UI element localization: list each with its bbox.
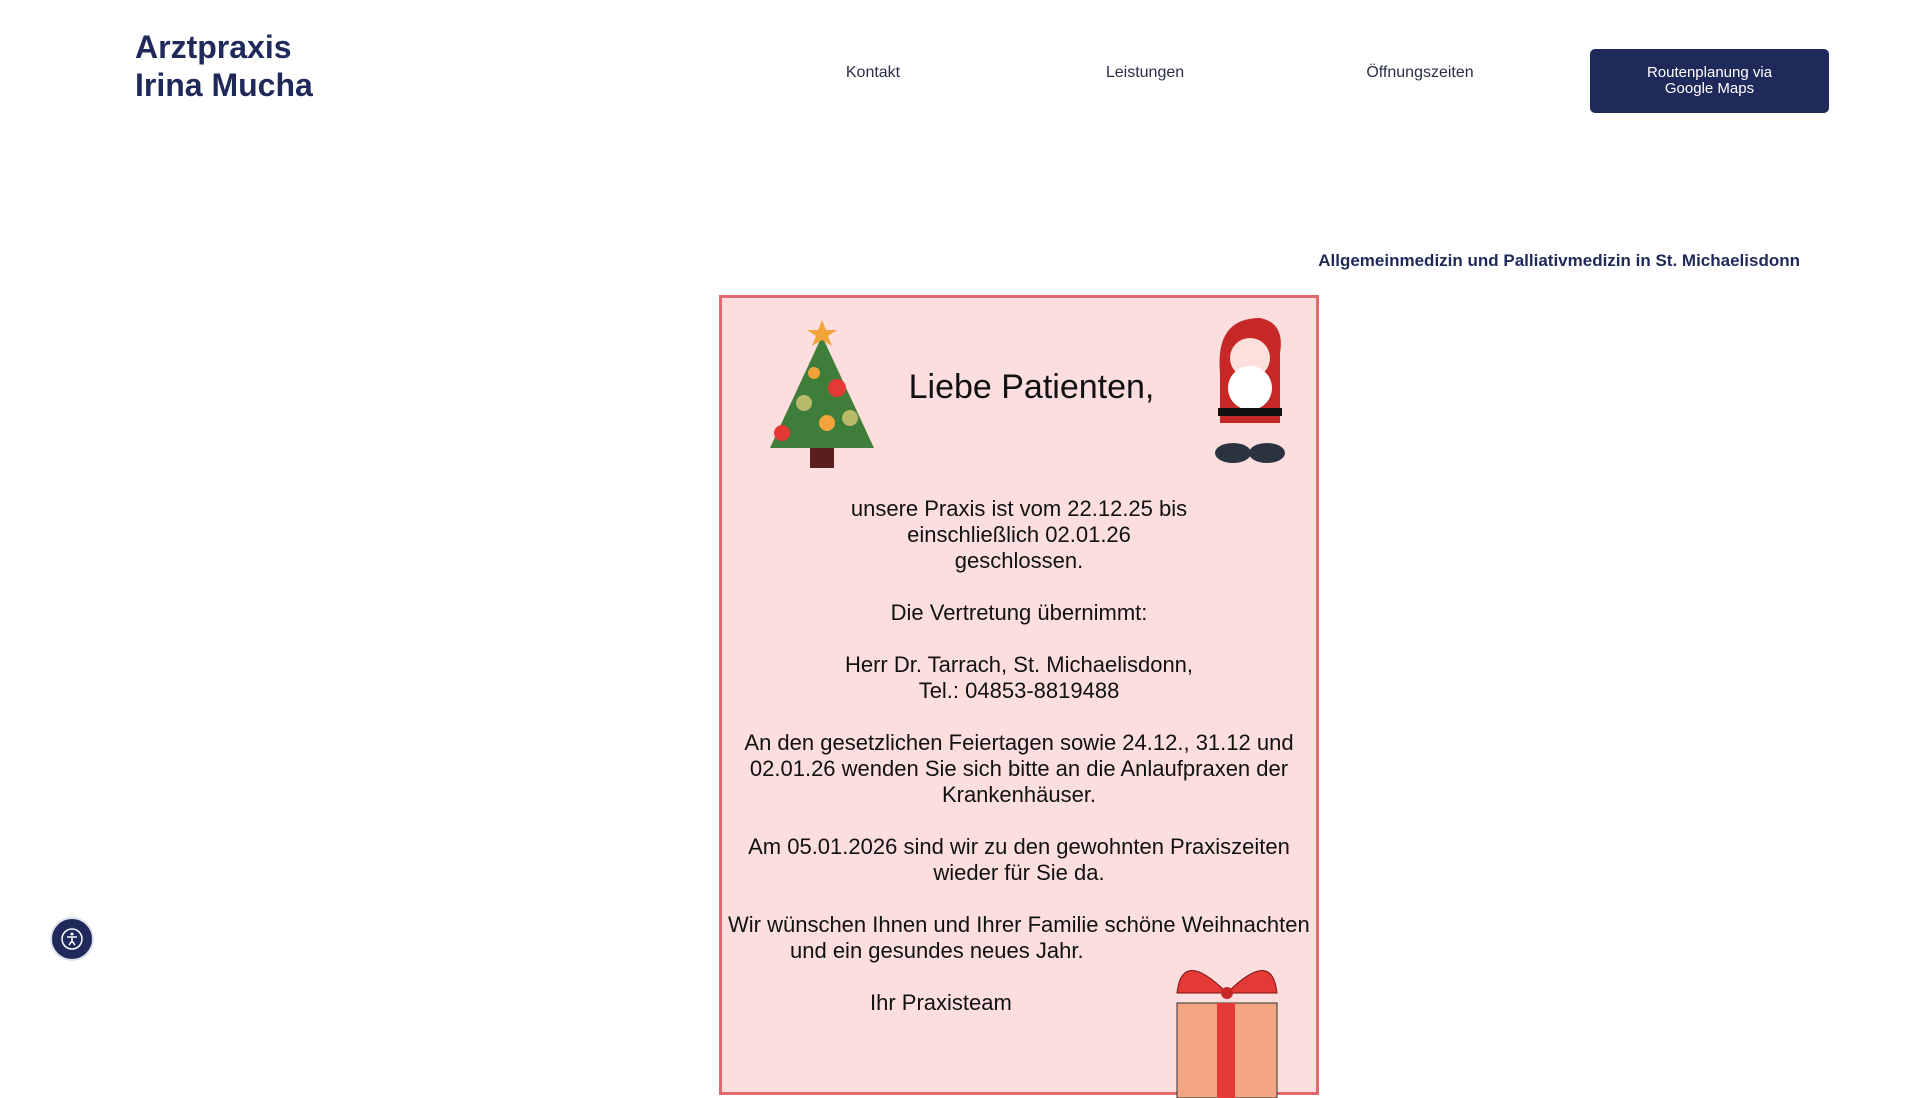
holiday-notice-flyer xyxy=(719,295,1319,1095)
page-subtitle: Allgemeinmedizin und Palliativmedizin in St. Michaelisdonn xyxy=(1318,251,1800,270)
flyer-heading: Liebe Patienten, xyxy=(908,368,1155,406)
flyer-body xyxy=(722,496,1316,1042)
nav-kontakt[interactable]: Kontakt xyxy=(845,64,901,81)
text-line: 02.01.26 wenden Sie sich bitte an die Anlaufpraxen der xyxy=(749,756,1289,781)
text-line: Tel.: 04853-8819488 xyxy=(918,678,1120,703)
reopening-paragraph xyxy=(722,834,1316,886)
nav-leistungen[interactable]: Leistungen xyxy=(1105,64,1185,81)
text-line: Krankenhäuser. xyxy=(941,782,1097,807)
substitute-doctor xyxy=(722,652,1316,704)
substitute-heading xyxy=(722,600,1316,626)
text-line: unsere Praxis ist vom 22.12.25 bis xyxy=(850,496,1188,521)
text-line: wieder für Sie da. xyxy=(933,860,1105,885)
text-line: geschlossen. xyxy=(954,548,1084,573)
text-line: Die Vertretung übernimmt: xyxy=(890,600,1148,625)
closure-paragraph xyxy=(722,496,1316,574)
text-line: Herr Dr. Tarrach, St. Michaelisdonn, xyxy=(844,652,1194,677)
text-line: Am 05.01.2026 sind wir zu den gewohnten Praxiszeiten xyxy=(748,834,1290,859)
accessibility-button[interactable] xyxy=(50,917,94,961)
nav-oeffnungszeiten[interactable]: Öffnungszeiten xyxy=(1366,64,1474,81)
greetings-paragraph xyxy=(722,912,1316,964)
text-line: Ihr Praxisteam xyxy=(870,990,1012,1015)
logo-line-2: Irina Mucha xyxy=(135,67,313,103)
text-line: An den gesetzlichen Feiertagen sowie 24.12., 31.12 und xyxy=(744,730,1294,755)
route-planning-button[interactable] xyxy=(1590,49,1829,113)
site-logo[interactable] xyxy=(135,28,313,104)
logo-line-1: Arztpraxis xyxy=(135,29,292,65)
text-line: einschließlich 02.01.26 xyxy=(907,522,1131,547)
signature xyxy=(722,990,1316,1016)
route-planning-label: Routenplanung via Google Maps xyxy=(1646,64,1773,97)
text-line: Wir wünschen Ihnen und Ihrer Familie schöne Weihnachten xyxy=(728,912,1310,937)
text-line: und ein gesundes neues Jahr. xyxy=(790,938,1084,963)
accessibility-icon xyxy=(60,927,84,951)
holiday-paragraph xyxy=(722,730,1316,808)
